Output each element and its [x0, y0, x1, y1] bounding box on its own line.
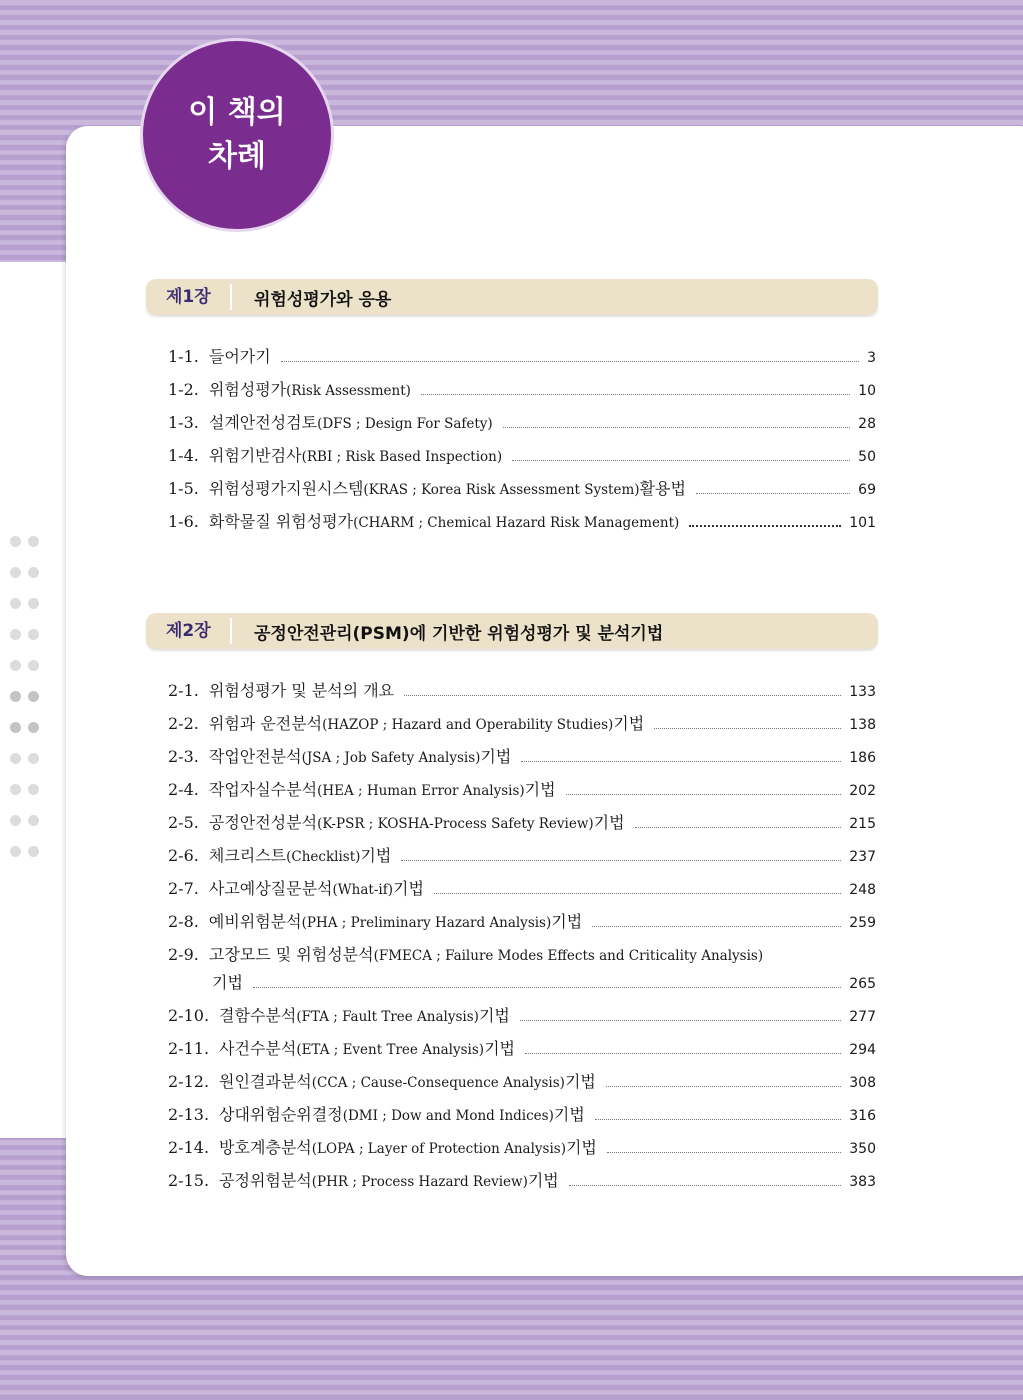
toc-list	[168, 344, 876, 542]
toc-entry-title: 예비위험분석	[208, 912, 302, 931]
toc-entry-page: 316	[849, 1108, 876, 1124]
toc-entry[interactable]	[168, 443, 876, 476]
toc-entry-suffix: 기법	[392, 879, 424, 898]
dot-leader	[434, 892, 841, 894]
toc-entry[interactable]	[168, 509, 876, 542]
chapter-header	[146, 613, 878, 649]
toc-entry-number: 2-9.	[168, 945, 199, 964]
dot-leader	[606, 1085, 841, 1087]
toc-entry-number: 1-6.	[168, 512, 199, 531]
toc-entry-suffix: 기법	[484, 1039, 515, 1058]
toc-entry-number: 2-13.	[168, 1105, 210, 1124]
chapter-number: 제2장	[146, 618, 232, 644]
toc-entry-page: 186	[849, 750, 876, 766]
toc-entry-title: 위험기반검사	[208, 446, 302, 465]
toc-entry-number: 2-12.	[168, 1072, 210, 1091]
toc-entry-page: 308	[849, 1075, 876, 1091]
toc-entry-page: 265	[849, 976, 876, 992]
toc-entry-title: 위험성평가	[208, 380, 287, 399]
toc-entry-title: 상대위험순위결정	[219, 1105, 343, 1124]
toc-entry-english: (DFS ; Design For Safety)	[317, 416, 493, 432]
dot-leader	[281, 360, 859, 362]
toc-entry[interactable]	[168, 1168, 876, 1201]
toc-entry-number: 2-2.	[168, 714, 199, 733]
toc-entry-english: (What-if)	[332, 882, 393, 898]
toc-entry-page: 10	[858, 383, 876, 399]
dot-leader	[595, 1118, 841, 1120]
toc-entry-number: 2-6.	[168, 846, 199, 865]
toc-entry-title: 공정위험분석	[219, 1171, 312, 1190]
toc-entry-title: 결함수분석	[219, 1006, 297, 1025]
toc-entry-page: 133	[849, 684, 876, 700]
dot-leader	[569, 1184, 842, 1186]
toc-entry-page: 294	[849, 1042, 876, 1058]
toc-entry-page: 248	[849, 882, 876, 898]
toc-entry-suffix: 기법	[478, 1006, 510, 1025]
toc-entry-title: 원인결과분석	[219, 1072, 312, 1091]
toc-entry-number: 1-5.	[168, 479, 199, 498]
toc-entry-suffix: 기법	[527, 1171, 559, 1190]
dot-leader	[401, 859, 841, 861]
toc-entry-title: 작업안전분석	[208, 747, 302, 766]
toc-entry-english: (FMECA ; Failure Modes Effects and Criticality Analysis)	[373, 948, 764, 964]
contents-title-badge	[140, 38, 334, 232]
dot-leader	[525, 1052, 841, 1054]
toc-entry-page: 101	[849, 515, 876, 531]
toc-entry-page: 350	[849, 1141, 876, 1157]
dot-leader	[512, 459, 850, 461]
toc-entry-english: (Checklist)	[286, 849, 361, 865]
toc-entry-number: 2-5.	[168, 813, 199, 832]
toc-entry-suffix: 기법	[212, 973, 243, 992]
toc-entry[interactable]	[168, 1135, 876, 1168]
toc-entry-page: 50	[858, 449, 876, 465]
toc-entry-english: (HEA ; Human Error Analysis)	[317, 783, 525, 799]
toc-entry-page: 383	[849, 1174, 876, 1190]
toc-entry-page: 215	[849, 816, 876, 832]
toc-entry[interactable]	[168, 777, 876, 810]
toc-entry-title: 위험성평가지원시스템	[208, 479, 364, 498]
contents-title: 이 책의 차례	[188, 95, 286, 174]
toc-entry-number: 2-3.	[168, 747, 199, 766]
toc-entry[interactable]	[168, 377, 876, 410]
toc-entry-title: 고장모드 및 위험성분석	[208, 945, 374, 964]
toc-entry-title: 화학물질 위험성평가	[208, 512, 354, 531]
toc-entry-english: (PHR ; Process Hazard Review)	[311, 1174, 528, 1190]
toc-entry-suffix: 기법	[524, 780, 556, 799]
decorative-dots	[10, 536, 60, 877]
toc-entry-title: 사건수분석	[219, 1039, 297, 1058]
toc-entry-number: 2-15.	[168, 1171, 210, 1190]
toc-entry-number: 1-2.	[168, 380, 199, 399]
toc-entry[interactable]	[168, 1003, 876, 1036]
toc-entry[interactable]	[168, 476, 876, 509]
toc-entry-english: (HAZOP ; Hazard and Operability Studies)	[322, 717, 614, 733]
toc-entry-suffix: 기법	[551, 912, 583, 931]
toc-entry-page: 28	[858, 416, 876, 432]
toc-list	[168, 678, 876, 1201]
dot-leader	[689, 524, 841, 527]
toc-entry-english: (ETA ; Event Tree Analysis)	[296, 1042, 485, 1058]
toc-entry-suffix: 기법	[360, 846, 392, 865]
toc-entry-title: 사고예상질문분석	[208, 879, 333, 898]
toc-entry-english: (FTA ; Fault Tree Analysis)	[296, 1009, 479, 1025]
toc-entry[interactable]	[168, 942, 876, 970]
toc-entry-english: (JSA ; Job Safety Analysis)	[301, 750, 481, 766]
toc-entry-suffix: 기법	[593, 813, 625, 832]
toc-entry-suffix: 활용법	[639, 479, 686, 498]
dot-leader	[592, 925, 841, 927]
toc-entry-page: 237	[849, 849, 876, 865]
toc-entry[interactable]	[168, 711, 876, 744]
toc-entry[interactable]	[168, 344, 876, 377]
toc-entry[interactable]	[168, 876, 876, 909]
chapter-number: 제1장	[146, 284, 232, 310]
toc-entry[interactable]	[168, 843, 876, 876]
toc-entry-number: 2-4.	[168, 780, 199, 799]
toc-entry[interactable]	[168, 1069, 876, 1102]
dot-leader	[566, 793, 842, 795]
dot-leader	[503, 426, 850, 428]
toc-entry-page: 202	[849, 783, 876, 799]
toc-entry[interactable]	[168, 410, 876, 443]
toc-entry-english: (CCA ; Cause-Consequence Analysis)	[311, 1075, 565, 1091]
toc-entry-page: 259	[849, 915, 876, 931]
toc-entry-title: 설계안전성검토	[208, 413, 318, 432]
toc-entry-number: 1-4.	[168, 446, 199, 465]
chapter-header	[146, 279, 878, 315]
toc-entry-number: 2-14.	[168, 1138, 210, 1157]
toc-entry[interactable]	[168, 744, 876, 777]
toc-entry-english: (KRAS ; Korea Risk Assessment System)	[363, 482, 640, 498]
toc-entry-number: 1-1.	[168, 347, 199, 366]
toc-entry-title: 방호계층분석	[219, 1138, 312, 1157]
toc-entry-english: (LOPA ; Layer of Protection Analysis)	[311, 1141, 566, 1157]
toc-entry-english: (DMI ; Dow and Mond Indices)	[342, 1108, 554, 1124]
chapter-title: 위험성평가와 응용	[254, 289, 392, 310]
toc-entry-title: 위험성평가 및 분석의 개요	[208, 681, 395, 700]
dot-leader	[635, 826, 842, 828]
toc-entry[interactable]	[168, 1036, 876, 1069]
toc-entry-english: (RBI ; Risk Based Inspection)	[301, 449, 503, 465]
toc-entry-number: 2-10.	[168, 1006, 210, 1025]
toc-entry-page: 277	[849, 1009, 876, 1025]
dot-leader	[520, 1019, 841, 1021]
toc-entry-title: 체크리스트	[208, 846, 287, 865]
toc-entry[interactable]	[168, 1102, 876, 1135]
toc-entry-title: 위험과 운전분석	[208, 714, 323, 733]
toc-entry-suffix: 기법	[613, 714, 645, 733]
toc-entry-suffix: 기법	[553, 1105, 585, 1124]
toc-entry-title: 작업자실수분석	[208, 780, 318, 799]
dot-leader	[404, 694, 841, 696]
toc-entry-title: 들어가기	[208, 347, 271, 366]
dot-leader	[607, 1151, 841, 1153]
toc-entry-english: (PHA ; Preliminary Hazard Analysis)	[301, 915, 552, 931]
toc-entry-number: 2-8.	[168, 912, 199, 931]
toc-entry-english: (CHARM ; Chemical Hazard Risk Management)	[353, 515, 680, 531]
toc-entry-suffix: 기법	[564, 1072, 596, 1091]
toc-entry-suffix: 기법	[565, 1138, 597, 1157]
dot-leader	[253, 986, 841, 988]
dot-leader	[521, 760, 841, 762]
toc-entry[interactable]	[168, 678, 876, 711]
toc-entry-page: 69	[858, 482, 876, 498]
toc-entry-continuation[interactable]	[168, 970, 876, 1003]
toc-entry-page: 3	[867, 350, 876, 366]
toc-entry-english: (K-PSR ; KOSHA-Process Safety Review)	[317, 816, 594, 832]
toc-entry-page: 138	[849, 717, 876, 733]
dot-leader	[696, 492, 850, 494]
toc-entry[interactable]	[168, 810, 876, 843]
toc-entry-number: 2-1.	[168, 681, 199, 700]
toc-entry-number: 1-3.	[168, 413, 199, 432]
toc-entry-title: 공정안전성분석	[208, 813, 318, 832]
chapter-title: 공정안전관리(PSM)에 기반한 위험성평가 및 분석기법	[254, 623, 664, 644]
toc-entry[interactable]	[168, 909, 876, 942]
toc-entry-suffix: 기법	[480, 747, 512, 766]
toc-entry-english: (Risk Assessment)	[286, 383, 411, 399]
toc-entry-number: 2-7.	[168, 879, 199, 898]
dot-leader	[654, 727, 841, 729]
dot-leader	[421, 393, 850, 395]
toc-entry-number: 2-11.	[168, 1039, 210, 1058]
